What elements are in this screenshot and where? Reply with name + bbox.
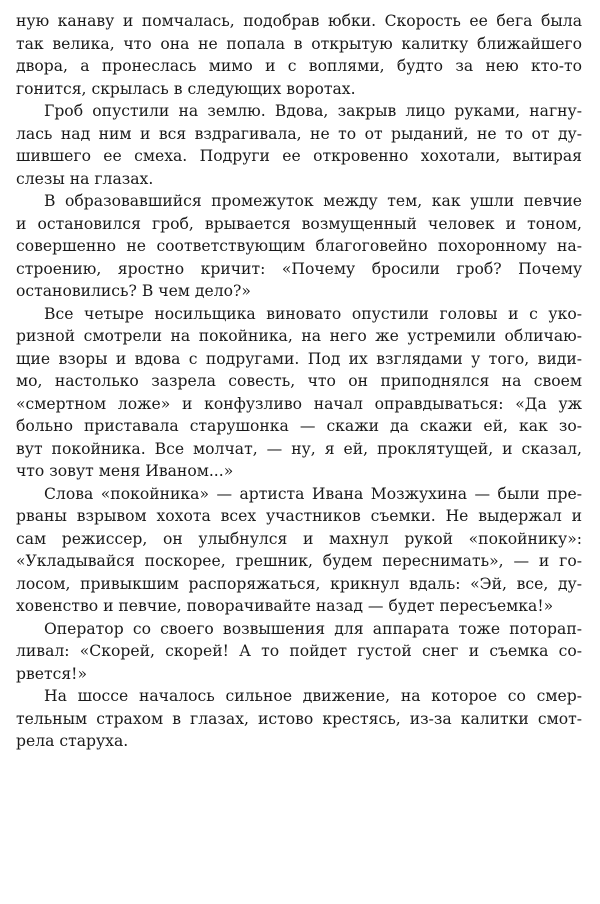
text-line: лась над ним и вся вздрагивала, не то от рыданий, не то от ду- [16, 124, 582, 143]
text-line: щие взоры и вдова с подругами. Под их взглядами у того, види- [16, 349, 582, 368]
text-line: «Укладывайся поскорее, грешник, будем переснимать», — и го- [16, 552, 582, 570]
text-line: совершенно не соответствующим благоговейно похоронному на- [16, 237, 582, 255]
paragraph [16, 483, 582, 618]
text-line: На шоссе началось сильное движение, на которое со смер- [44, 687, 582, 705]
text-line: лосом, привыкшим распоряжаться, крикнул вдаль: «Эй, все, ду- [16, 574, 582, 593]
paragraph [16, 618, 582, 686]
text-line: двора, а пронеслась мимо и с воплями, будто за нею кто-то [16, 57, 582, 75]
text-line: тельным страхом в глазах, истово крестясь, из-за калитки смот- [16, 709, 582, 728]
text-line: ризной смотрели на покойника, на него же устремили обличаю- [16, 327, 582, 345]
text-line: рвется!» [16, 664, 87, 683]
paragraph [16, 303, 582, 483]
text-line: Слова «покойника» — артиста Ивана Мозжухина — были пре- [44, 484, 582, 503]
text-line: строению, яростно кричит: «Почему бросили гроб? Почему [16, 259, 582, 278]
paragraph [16, 10, 582, 100]
paragraph [16, 190, 582, 303]
book-page [16, 10, 582, 753]
text-line: больно приставала старушонка — скажи да скажи ей, как зо- [16, 417, 582, 435]
paragraph [16, 685, 582, 753]
text-line: Оператор со своего возвышения для аппарата тоже поторап- [44, 619, 582, 638]
text-line: В образовавшийся промежуток между тем, как ушли певчие [44, 192, 582, 210]
text-line: Гроб опустили на землю. Вдова, закрыв лицо руками, нагну- [44, 102, 582, 120]
text-line: шившего ее смеха. Подруги ее откровенно хохотали, вытирая [16, 147, 582, 165]
text-line: ховенство и певчие, поворачивайте назад — будет пересъемка!» [16, 597, 554, 615]
text-line: ливал: «Скорей, скорей! А то пойдет густой снег и съемка со- [16, 642, 582, 660]
text-line: и остановился гроб, врывается возмущенный человек и тоном, [16, 214, 582, 233]
text-line: сам режиссер, он улыбнулся и махнул рукой «покойнику»: [16, 529, 582, 548]
text-line: гонится, скрылась в следующих воротах. [16, 79, 356, 98]
text-line: мо, настолько зазрела совесть, что он приподнялся на своем [16, 372, 582, 390]
text-line: ную канаву и помчалась, подобрав юбки. Скорость ее бега была [16, 12, 582, 30]
text-line: «смертном ложе» и конфузливо начал оправдываться: «Да уж [16, 394, 582, 413]
text-line: слезы на глазах. [16, 169, 154, 188]
paragraph [16, 100, 582, 190]
text-line: рваны взрывом хохота всех участников съемки. Не выдержал и [16, 507, 582, 525]
text-line: Все четыре носильщика виновато опустили головы и с уко- [44, 304, 582, 323]
text-line: рела старуха. [16, 732, 129, 750]
text-line: так велика, что она не попала в открытую калитку ближайшего [16, 34, 582, 53]
text-line: вут покойника. Все молчат, — ну, я ей, проклятущей, и сказал, [16, 439, 582, 458]
text-line: остановились? В чем дело?» [16, 282, 251, 300]
text-line: что зовут меня Иваном...» [16, 462, 234, 480]
